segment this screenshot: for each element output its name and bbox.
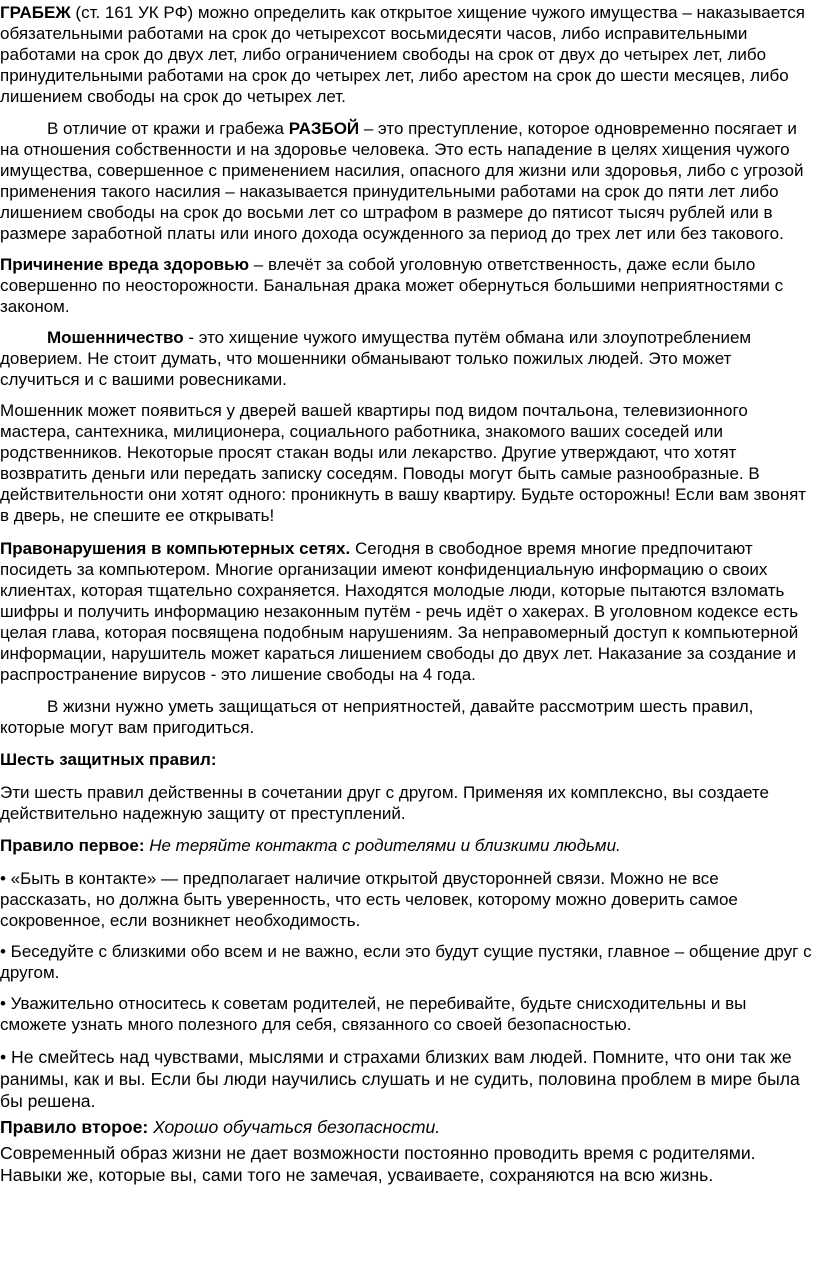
heading-text: Шесть защитных правил: — [0, 750, 217, 769]
bullet-talk-with-relatives — [0, 941, 812, 983]
term-fraud: Мошенничество — [47, 328, 184, 347]
paragraph-text: Мошенник может появиться у дверей вашей квартиры под видом почтальона, телевизионного мастера, сантехника, милиционера, социального работника, знакомого ваших соседей или родственников. Некоторые просят стакан воды или лекарство. Другие утверждают, что хотят возвратить деньги или передать записку соседям. Поводы могут быть самые разнообразные. В действительности они хотят одного: проникнуть в вашу квартиру. Будьте осторожны! Если вам звонят в дверь, не спешите ее открывать! — [0, 401, 807, 525]
term-computer-offenses: Правонарушения в компьютерных сетях. — [0, 539, 351, 558]
paragraph-rules-combined — [0, 782, 812, 824]
bullet-text: • Беседуйте с близкими обо всем и не важно, если это будут сущие пустяки, главное – общение друг с другом. — [0, 942, 812, 982]
bullet-text: • «Быть в контакте» — предполагает наличие открытой двусторонней связи. Можно не все рассказать, но должна быть уверенность, что есть человек, которому можно доверить самое сокровенное, если возникнет необходимость. — [0, 869, 738, 930]
rule-one-heading — [0, 835, 812, 856]
rule-two-text: Хорошо обучаться безопасности. — [148, 1117, 441, 1137]
paragraph-computer-offenses — [0, 538, 812, 685]
term-harm-to-health: Причинение вреда здоровью — [0, 255, 250, 274]
paragraph-text: (ст. 161 УК РФ) можно определить как открытое хищение чужого имущества – наказывается обязательными работами на срок до четырехсот восьмидесяти часов, либо исправительными работами на срок до двух лет, либо ограничением свободы на срок от двух до четырех лет, либо принудительными работами на срок до четырех лет, либо арестом на срок до шести месяцев, либо лишением свободы на срок до четырех лет. — [0, 3, 805, 106]
bullet-text: • Уважительно относитесь к советам родителей, не перебивайте, будьте снисходительны и вы сможете узнать много полезного для себя, связанного со своей безопасностью. — [0, 994, 747, 1034]
paragraph-fraudster-at-door — [0, 400, 812, 526]
paragraph-modern-life — [0, 1142, 812, 1186]
paragraph-text: – это преступление, которое одновременно посягает и на отношения собственности и на здоровье человека. Это есть нападение в целях хищения чужого имущества, совершенное с применением насилия, опасного для жизни или здоровья, либо с угрозой применения такого насилия – наказывается принудительными работами на срок до пяти лет либо лишением свободы на срок до восьми лет со штрафом в размере до пятисот тысяч рублей или в размере заработной платы или иного дохода осужденного за период до трех лет или без такового. — [0, 119, 804, 243]
rule-two-heading — [0, 1116, 812, 1138]
bullet-text: • Не смейтесь над чувствами, мыслями и страхами близких вам людей. Помните, что они так же ранимы, как и вы. Если бы люди научились слушать и не судить, половина проблем в мире была бы решена. — [0, 1047, 800, 1111]
paragraph-text: Сегодня в свободное время многие предпочитают посидеть за компьютером. Многие организации имеют конфиденциальную информацию о своих клиентах, которая тщательно сохраняется. Находятся молодые люди, которые пытаются взломать шифры и получить информацию незаконным путём - речь идёт о хакерах. В уголовном кодексе есть целая глава, которая посвящена подобным нарушениям. За неправомерный доступ к компьютерной информации, нарушитель может караться лишением свободы до двух лет. Наказание за создание и распространение вирусов - это лишение свободы на 4 года. — [0, 539, 799, 684]
paragraph-pretext: В отличие от кражи и грабежа — [47, 119, 289, 138]
paragraph-robbery-grabezh — [0, 2, 812, 107]
paragraph-razboy — [0, 118, 812, 244]
term-razboy: РАЗБОЙ — [288, 119, 360, 138]
rule-two-label: Правило второе: — [0, 1117, 149, 1137]
bullet-respect-parents — [0, 993, 812, 1035]
rule-one-text: Не теряйте контакта с родителями и близкими людьми. — [144, 836, 621, 855]
term-grabezh: ГРАБЕЖ — [0, 3, 71, 22]
paragraph-harm-to-health — [0, 254, 812, 317]
document-page — [0, 2, 816, 1285]
paragraph-text: Эти шесть правил действенны в сочетании друг с другом. Применяя их комплексно, вы создаете действительно надежную защиту от преступлений. — [0, 783, 769, 823]
paragraph-text: – влечёт за собой уголовную ответственность, даже если было совершенно по неосторожности. Банальная драка может обернуться большими неприятностями с законом. — [0, 255, 784, 316]
paragraph-text: Современный образ жизни не дает возможности постоянно проводить время с родителями. Навыки же, которые вы, сами того не замечая, усваиваете, сохраняются на всю жизнь. — [0, 1143, 756, 1185]
paragraph-six-rules-intro — [0, 696, 812, 738]
bullet-do-not-laugh — [0, 1046, 812, 1112]
rule-one-label: Правило первое: — [0, 836, 145, 855]
bullet-stay-in-contact — [0, 868, 812, 931]
paragraph-text: В жизни нужно уметь защищаться от неприятностей, давайте рассмотрим шесть правил, которые могут вам пригодиться. — [0, 697, 754, 737]
heading-six-rules — [0, 749, 812, 770]
paragraph-fraud — [0, 327, 812, 390]
paragraph-text: - это хищение чужого имущества путём обмана или злоупотреблением доверием. Не стоит думать, что мошенники обманывают только пожилых людей. Это может случиться и с вашими ровесниками. — [0, 328, 752, 389]
